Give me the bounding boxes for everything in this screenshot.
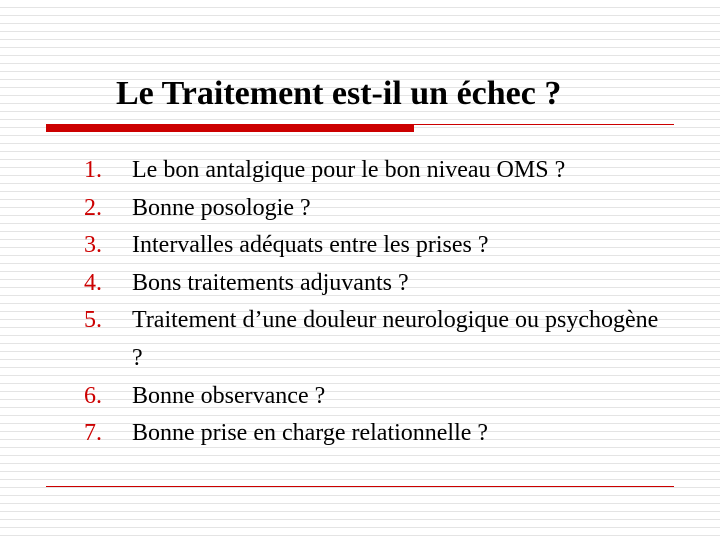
list-item-number: 7. xyxy=(84,420,102,447)
list-item-text: Bonne posologie ? xyxy=(132,194,311,221)
list-item-number: 4. xyxy=(84,269,102,296)
list-item-text: Intervalles adéquats entre les prises ? xyxy=(132,232,489,259)
slide-title: Le Traitement est-il un échec ? xyxy=(116,75,562,112)
list-item xyxy=(84,378,684,416)
list-item xyxy=(84,265,684,303)
list-item-text: Traitement d’une douleur neurologique ou psychogène ? xyxy=(132,307,659,371)
title-accent-bar xyxy=(46,124,414,132)
footer-rule xyxy=(46,486,674,487)
list-item-text: Bons traitements adjuvants ? xyxy=(132,269,409,296)
list-item-number: 3. xyxy=(84,232,102,259)
list-item-text: Le bon antalgique pour le bon niveau OMS ? xyxy=(132,157,566,183)
list-item xyxy=(84,227,684,265)
list-item-text: Bonne observance ? xyxy=(132,382,326,409)
title-underline xyxy=(414,124,674,125)
list-item xyxy=(84,302,684,377)
list-item-number: 2. xyxy=(84,194,102,221)
list-item xyxy=(84,190,684,228)
numbered-list xyxy=(84,152,684,453)
list-item-number: 5. xyxy=(84,307,102,334)
list-item xyxy=(84,415,684,453)
list-item-text: Bonne prise en charge relationnelle ? xyxy=(132,420,489,447)
list-item-number: 1. xyxy=(84,157,102,183)
list-item-number: 6. xyxy=(84,382,102,409)
list-item xyxy=(84,152,684,190)
